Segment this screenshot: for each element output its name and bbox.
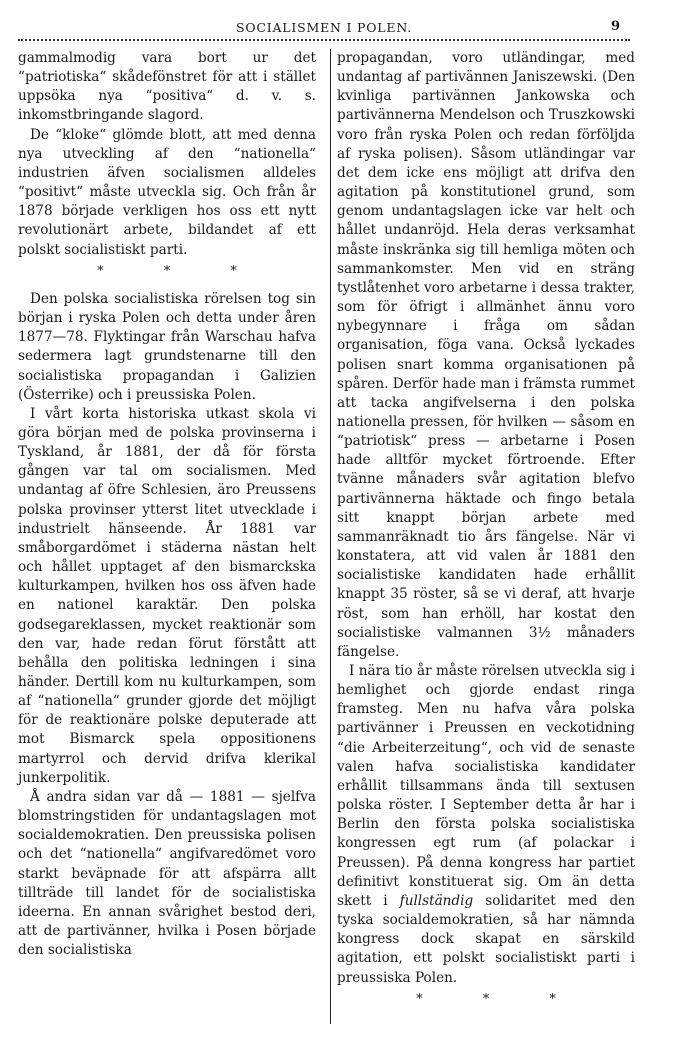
page-header (18, 0, 630, 38)
header-rule (18, 39, 630, 41)
running-title: SOCIALISMEN I POLEN. (235, 20, 413, 35)
column-divider (330, 49, 331, 1024)
paragraph (337, 662, 635, 988)
paragraph: De “kloke“ glömde blott, att med denna nya utveckling af den “nationella“ industrien äfven socialismen alldeles “positivt“ måste utveckla sig. Och från år 1878 började verkligen hos oss ett nytt revolutionärt arbete, bildandet af ett polskt socialistiskt parti. (18, 126, 316, 258)
page-number: 9 (610, 19, 620, 34)
section-break-stars: * * * (97, 263, 265, 279)
emphasis: fullständig (399, 892, 474, 909)
text-span: solidaritet med den tyska socialdemokratien, så har nämnda kongress dock skapat en särskild agitation, ett polskt socialistiskt parti i preussiska Polen. (337, 892, 635, 986)
paragraph: propagandan, voro utländingar, med undantag af partivännen Janiszewski. (Den kvinliga partivännen Jankowska och partivännerna Mendelson och Truszkowski voro från ryska Polen och redan förföljda af ryska polisen). Såsom utländingar var det dem icke ens möjligt att drifva den agitation på konstitutionel grund, som genom undantagslagen icke var helt och hållet undanröjd. Hela deras verksamhat måste inskränka sig till hemliga möten och sammankomster. Men vid en sträng tystlåtenhet voro arbetarne i dessa trakter, som för öfrigt i allmänhet ännu voro nybegynnare i fråga om sådan organisation, föga vana. Också lyckades polisen snart komma organisationen på spåren. Derför hade man i främsta rummet att tacka angifvelserna i den polska nationella pressen, för hvilken — såsom en “patriotisk“ press — arbetarne i Posen hade alltför mycket förtroende. Efter tvänne månaders svår agitation blefvo partivännerna häktade och fingo betala sitt knappt början arbete med sammanräknadt tio års fängelse. När vi konstatera, att vid valen år 1881 den socialistiske kandidaten hade erhållit knappt 35 röster, så se vi deraf, att hvarje röst, som han erhöll, har kostat den socialistiske valmannen 3½ månaders fängelse. (337, 50, 635, 660)
right-column (337, 49, 635, 1009)
left-column (18, 49, 316, 960)
section-break-stars: * * * (416, 991, 584, 1007)
paragraph: Den polska socialistiska rörelsen tog sin början i ryska Polen och detta under åren 1877—78. Flyktingar från Warschau hafva sedermera lagt grundstenarne till den socialistiska propagandan i Galizien (Österrike) och i preussiska Polen. (18, 290, 316, 403)
paragraph: gammalmodig vara bort ur det “patriotiska“ skådefönstret för att i stället uppsöka nya “positiva“ d. v. s. inkomstbringande slagord. (18, 50, 316, 124)
paragraph: I vårt korta historiska utkast skola vi göra början med de polska provinserna i Tyskland, år 1881, der då för första gången var tal om socialismen. Med undantag af öfre Schlesien, äro Preussens polska provinser ytterst litet utvecklade i industrielt hänseende. År 1881 var småborgardömet i städerna nästan helt och hållet upptaget af den bismarckska kulturkampen, hvilken hos oss äfven hade en nationel karaktär. Den polska godsegareklassen, mycket reaktionär som den var, hade redan förut förstått att behålla den politiska ledningen i sina händer. Dertill kom nu kulturkampen, som af “nationella“ grunder gjorde det möjligt för de reaktionäre polske deputerade att mot Bismarck spela oppositionens martyrrol och dervid drifva klerikal junkerpolitik. (18, 405, 316, 786)
paragraph: Å andra sidan var då — 1881 — sjelfva blomstringstiden för undantagslagen mot socialdemokratien. Den preussiska polisen och det “nationella“ angifvaredömet voro starkt beväpnade för att afspärra allt tillträde till landet för de socialistiska ideerna. En annan svårighet bestod deri, att de partivänner, hvilka i Posen började den socialistiska (18, 788, 316, 959)
text-span: I nära tio år måste rörelsen utveckla sig i hemlighet och gjorde endast ringa framsteg. Men nu hafva våra polska partivänner i Preussen en veckotidning “die Arbeiterzeitung“, och vid de senaste valen hafva socialistiska kandidater erhållit tillsammans ända till sextusen polska röster. I September detta år har i Berlin den första polska socialistiska kongressen egt rum (af polackar i Preussen). På denna kongress har partiet definitivt konstituerat sig. Om än detta skett i (337, 663, 635, 909)
